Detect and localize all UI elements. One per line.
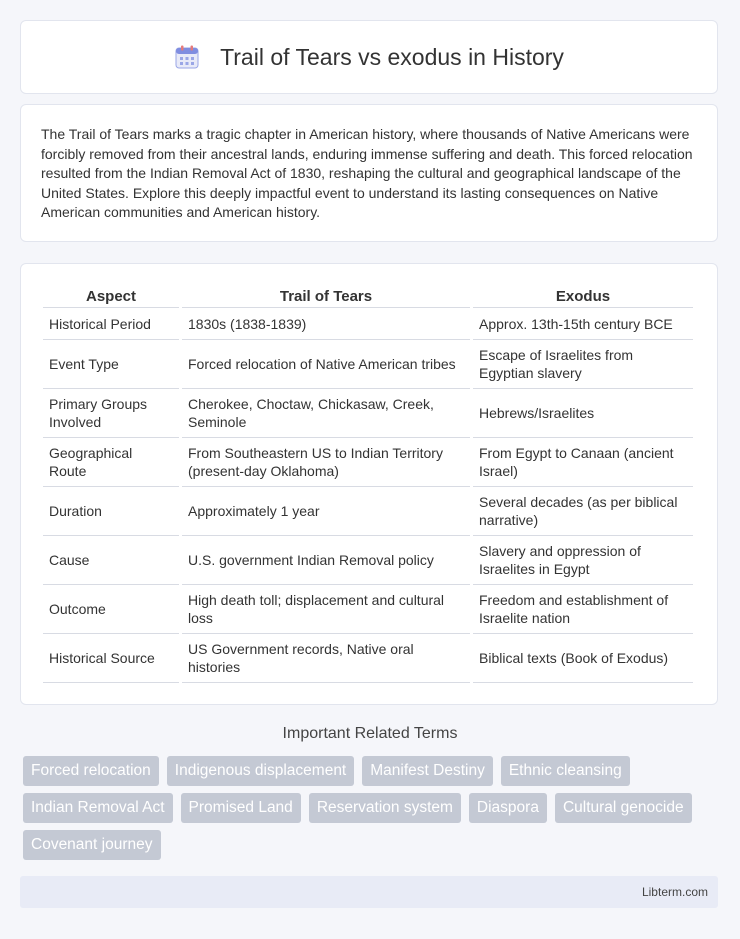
table-cell: Cherokee, Choctaw, Chickasaw, Creek, Seminole: [182, 389, 470, 438]
term-tag[interactable]: Forced relocation: [23, 756, 159, 786]
footer-site-link[interactable]: Libterm.com: [641, 885, 708, 899]
table-row: [43, 340, 693, 389]
table-row: [43, 438, 693, 487]
term-tag[interactable]: Indian Removal Act: [23, 793, 173, 823]
header-exodus: Exodus: [473, 284, 693, 308]
intro-card: [20, 104, 718, 242]
table-row: [43, 389, 693, 438]
table-cell: Hebrews/Israelites: [473, 389, 693, 438]
table-cell: Slavery and oppression of Israelites in Egypt: [473, 536, 693, 585]
comparison-table-card: [20, 263, 718, 705]
table-row: [43, 308, 693, 340]
table-cell: Forced relocation of Native American tribes: [182, 340, 470, 389]
term-tag[interactable]: Reservation system: [309, 793, 461, 823]
table-cell: Duration: [43, 487, 179, 536]
intro-text: The Trail of Tears marks a tragic chapter in American history, where thousands of Native Americans were forcibly removed from their ancestral lands, enduring immense suffering and death. This forced relocation resulted from the Indian Removal Act of 1830, reshaping the cultural and geographical landscape of the United States. Explore this deeply impactful event to understand its lasting consequences on Native American communities and American history.: [41, 126, 693, 221]
table-cell: Event Type: [43, 340, 179, 389]
table-row: [43, 585, 693, 634]
table-cell: Historical Period: [43, 308, 179, 340]
table-cell: Freedom and establishment of Israelite nation: [473, 585, 693, 634]
table-cell: Historical Source: [43, 634, 179, 683]
table-row: [43, 487, 693, 536]
comparison-table: [40, 284, 696, 683]
table-cell: Cause: [43, 536, 179, 585]
term-tag[interactable]: Ethnic cleansing: [501, 756, 630, 786]
term-tag[interactable]: Manifest Destiny: [362, 756, 493, 786]
table-row: [43, 634, 693, 683]
table-cell: Approximately 1 year: [182, 487, 470, 536]
table-cell: Several decades (as per biblical narrative): [473, 487, 693, 536]
table-cell: US Government records, Native oral histories: [182, 634, 470, 683]
table-cell: Escape of Israelites from Egyptian slavery: [473, 340, 693, 389]
related-terms-title: Important Related Terms: [282, 725, 458, 742]
header-trail-of-tears: Trail of Tears: [182, 284, 470, 308]
term-tag[interactable]: Diaspora: [469, 793, 547, 823]
table-cell: Geographical Route: [43, 438, 179, 487]
term-tag[interactable]: Promised Land: [181, 793, 301, 823]
table-cell: Outcome: [43, 585, 179, 634]
footer: [20, 876, 718, 908]
table-row: [43, 536, 693, 585]
calendar-icon: [174, 44, 200, 70]
table-cell: Primary Groups Involved: [43, 389, 179, 438]
term-tag[interactable]: Covenant journey: [23, 830, 161, 860]
related-terms-list: [23, 756, 723, 867]
table-cell: U.S. government Indian Removal policy: [182, 536, 470, 585]
table-cell: From Southeastern US to Indian Territory (present-day Oklahoma): [182, 438, 470, 487]
page-title: Trail of Tears vs exodus in History: [220, 43, 564, 70]
table-cell: 1830s (1838-1839): [182, 308, 470, 340]
term-tag[interactable]: Indigenous displacement: [167, 756, 354, 786]
table-cell: High death toll; displacement and cultural loss: [182, 585, 470, 634]
term-tag[interactable]: Cultural genocide: [555, 793, 692, 823]
table-cell: Biblical texts (Book of Exodus): [473, 634, 693, 683]
header-aspect: Aspect: [43, 284, 179, 308]
table-cell: From Egypt to Canaan (ancient Israel): [473, 438, 693, 487]
table-header-row: [43, 284, 693, 308]
header-card: [20, 20, 718, 94]
table-cell: Approx. 13th-15th century BCE: [473, 308, 693, 340]
